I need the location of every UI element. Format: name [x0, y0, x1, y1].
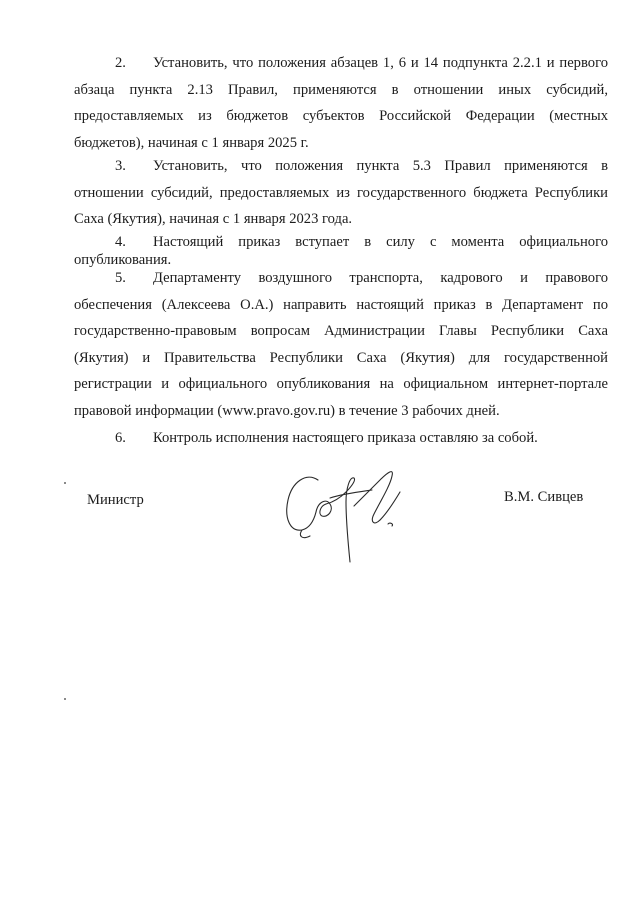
item-5-number: 5. — [115, 270, 126, 286]
signer-name: В.М. Сивцев — [504, 489, 584, 505]
item-2-number: 2. — [115, 55, 126, 71]
item-3-text: Установить, что положения пункта 5.3 Правил применяются в отношении субсидий, предоставляемых из государственного бюджета Республики Саха (Якутия), начиная с 1 января 2023 года. — [74, 158, 608, 227]
signer-position: Министр — [87, 492, 144, 508]
item-4-paragraph — [74, 233, 608, 269]
item-2-text: Установить, что положения абзацев 1, 6 и 14 подпункта 2.2.1 и первого абзаца пункта 2.13 Правил, применяются в отношении иных субсидий, предоставляемых из бюджетов субъектов Российской Федерации (местных бюджетов), начиная с 1 января 2025 г. — [74, 55, 608, 151]
handwritten-signature — [280, 458, 430, 568]
item-2-paragraph — [74, 50, 608, 156]
margin-mark — [64, 482, 66, 484]
item-4-text: Настоящий приказ вступает в силу с момента официального опубликования. — [74, 234, 608, 268]
item-6-paragraph — [74, 425, 608, 452]
margin-mark — [64, 698, 66, 700]
item-5-text: Департаменту воздушного транспорта, кадрового и правового обеспечения (Алексеева О.А.) направить настоящий приказ в Департамент по государственно-правовым вопросам Администрации Главы Республики Саха (Якутия) и Правительства Республики Саха (Якутия) для государственной регистрации и официального опубликования на официальном интернет-портале правовой информации (www.pravo.gov.ru) в течение 3 рабочих дней. — [74, 270, 608, 419]
item-4-number: 4. — [115, 234, 126, 250]
item-6-text: Контроль исполнения настоящего приказа оставляю за собой. — [153, 430, 538, 446]
item-5-paragraph — [74, 265, 608, 424]
item-3-number: 3. — [115, 158, 126, 174]
item-6-number: 6. — [115, 430, 126, 446]
item-3-paragraph — [74, 153, 608, 233]
